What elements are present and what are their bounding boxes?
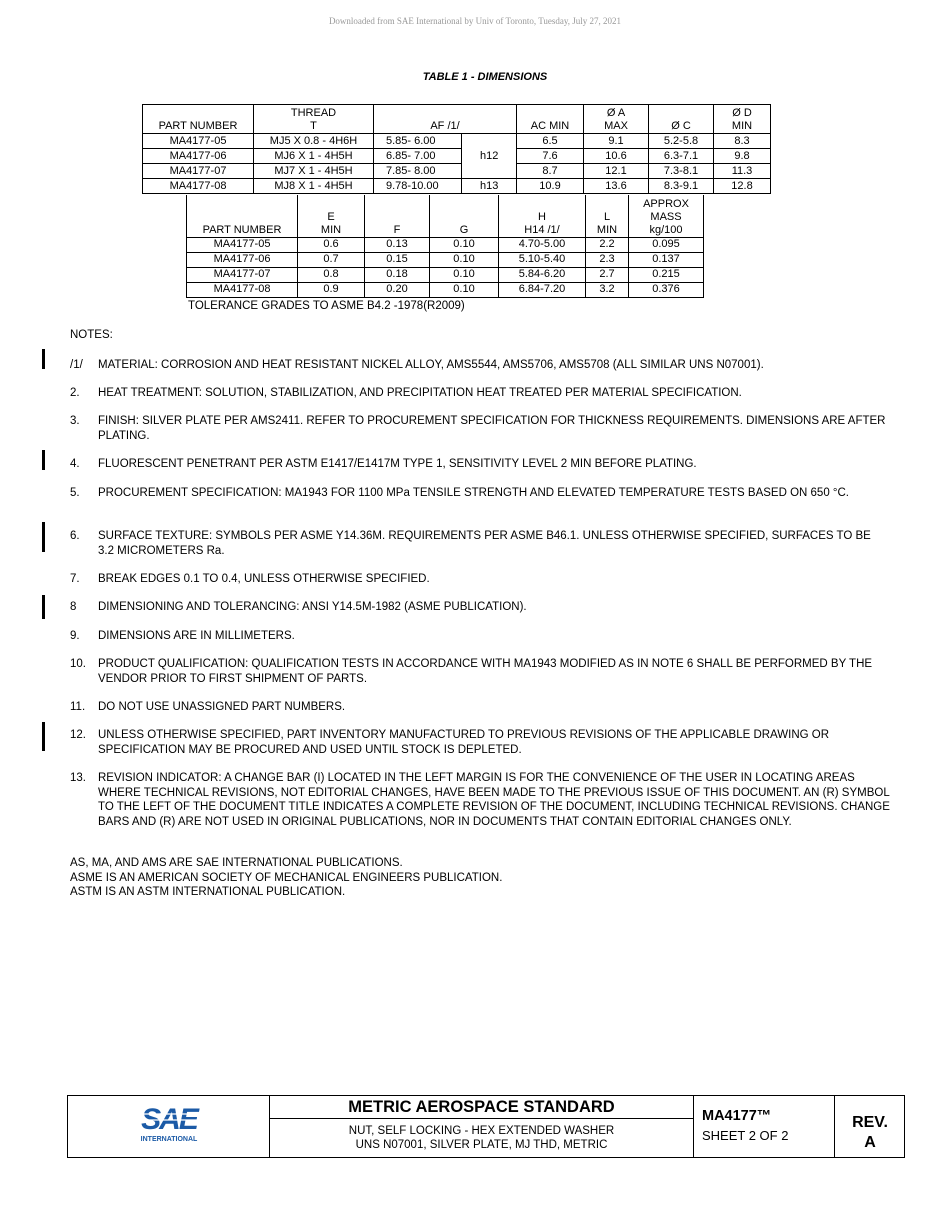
cell-c: 6.3-7.1 <box>649 149 714 164</box>
note-item: 9. DIMENSIONS ARE IN MILLIMETERS. <box>70 630 295 642</box>
table-title: TABLE 1 - DIMENSIONS <box>422 71 548 83</box>
note-item: 4. FLUORESCENT PENETRANT PER ASTM E1417/E1417M TYPE 1, SENSITIVITY LEVEL 2 MIN BEFORE PLATING. <box>70 458 697 470</box>
note-item: 7. BREAK EDGES 0.1 TO 0.4, UNLESS OTHERWISE SPECIFIED. <box>70 573 430 585</box>
sae-logo <box>136 1101 202 1151</box>
note-item: 3. FINISH: SILVER PLATE PER AMS2411. REFER TO PROCUREMENT SPECIFICATION FOR THICKNESS REQUIREMENTS. DIMENSIONS ARE AFTER PLATING. <box>70 415 886 442</box>
revision-value: A <box>864 1134 876 1151</box>
cell-h: 5.10-5.40 <box>499 252 586 267</box>
document-number: MA4177™ <box>702 1108 772 1124</box>
cell-af: 6.85- 7.00 <box>374 149 462 164</box>
cell-af-tolerance: h13 <box>462 179 517 194</box>
title-cell <box>270 1096 694 1157</box>
col-header: E MIN <box>298 195 365 237</box>
cell-thread: MJ6 X 1 - 4H5H <box>254 149 374 164</box>
change-bar <box>42 722 45 751</box>
cell-l: 3.2 <box>586 282 629 297</box>
title-block <box>67 1095 905 1158</box>
cell-thread: MJ5 X 0.8 - 4H6H <box>254 134 374 149</box>
cell-f: 0.20 <box>365 282 430 297</box>
col-header: THREAD T <box>254 105 374 134</box>
sheet-number: SHEET 2 OF 2 <box>702 1128 789 1143</box>
cell-e: 0.7 <box>298 252 365 267</box>
cell-c: 8.3-9.1 <box>649 179 714 194</box>
cell-ac: 8.7 <box>517 164 584 179</box>
cell-ac: 10.9 <box>517 179 584 194</box>
cell-g: 0.10 <box>430 267 499 282</box>
cell-part: MA4177-07 <box>187 267 298 282</box>
cell-af: 7.85- 8.00 <box>374 164 462 179</box>
cell-a: 9.1 <box>584 134 649 149</box>
cell-af: 5.85- 6.00 <box>374 134 462 149</box>
change-bar <box>42 522 45 552</box>
cell-a: 10.6 <box>584 149 649 164</box>
cell-h: 6.84-7.20 <box>499 282 586 297</box>
cell-af-tolerance: h12 <box>462 134 517 179</box>
publication-line: AS, MA, AND AMS ARE SAE INTERNATIONAL PUBLICATIONS. <box>70 857 403 869</box>
col-header: H H14 /1/ <box>499 195 586 237</box>
note-item: 6. SURFACE TEXTURE: SYMBOLS PER ASME Y14.36M. REQUIREMENTS PER ASME B46.1. UNLESS OTHERWISE SPECIFIED, SURFACES TO BE 3.2 MICROMETERS Ra. <box>70 530 871 557</box>
table-row <box>187 267 704 282</box>
cell-f: 0.15 <box>365 252 430 267</box>
cell-af: 9.78-10.00 <box>374 179 462 194</box>
cell-mass: 0.095 <box>629 237 704 252</box>
cell-l: 2.3 <box>586 252 629 267</box>
cell-d: 9.8 <box>714 149 771 164</box>
cell-thread: MJ7 X 1 - 4H5H <box>254 164 374 179</box>
svg-text:INTERNATIONAL: INTERNATIONAL <box>140 1136 198 1143</box>
cell-part: MA4177-08 <box>143 179 254 194</box>
cell-a: 12.1 <box>584 164 649 179</box>
col-header: F <box>365 195 430 237</box>
publication-line: ASTM IS AN ASTM INTERNATIONAL PUBLICATION. <box>70 886 346 898</box>
table-row <box>143 149 771 164</box>
cell-part: MA4177-05 <box>143 134 254 149</box>
cell-part: MA4177-07 <box>143 164 254 179</box>
table-row <box>143 179 771 194</box>
dimensions-table-1 <box>142 104 771 194</box>
cell-h: 4.70-5.00 <box>499 237 586 252</box>
cell-c: 7.3-8.1 <box>649 164 714 179</box>
cell-ac: 7.6 <box>517 149 584 164</box>
note-item: 8 DIMENSIONING AND TOLERANCING: ANSI Y14.5M-1982 (ASME PUBLICATION). <box>70 601 527 613</box>
note-item: 11. DO NOT USE UNASSIGNED PART NUMBERS. <box>70 701 346 713</box>
note-item: 12. UNLESS OTHERWISE SPECIFIED, PART INVENTORY MANUFACTURED TO PREVIOUS REVISIONS OF THE APPLICABLE DRAWING OR SPECIFICATION MAY BE PROCURED AND USED UNTIL STOCK IS DEPLETED. <box>70 729 830 756</box>
cell-thread: MJ8 X 1 - 4H5H <box>254 179 374 194</box>
cell-part: MA4177-05 <box>187 237 298 252</box>
cell-part: MA4177-06 <box>187 252 298 267</box>
col-header: PART NUMBER <box>187 195 298 237</box>
cell-d: 11.3 <box>714 164 771 179</box>
publications <box>70 856 502 900</box>
cell-d: 12.8 <box>714 179 771 194</box>
cell-g: 0.10 <box>430 252 499 267</box>
col-header: Ø C <box>649 105 714 134</box>
cell-ac: 6.5 <box>517 134 584 149</box>
cell-l: 2.2 <box>586 237 629 252</box>
note-item: 10. PRODUCT QUALIFICATION: QUALIFICATION TESTS IN ACCORDANCE WITH MA1943 MODIFIED AS IN NOTE 6 SHALL BE PERFORMED BY THE VENDOR PRIOR TO FIRST SHIPMENT OF PARTS. <box>70 658 873 685</box>
col-header: PART NUMBER <box>143 105 254 134</box>
cell-d: 8.3 <box>714 134 771 149</box>
revision-cell <box>835 1096 905 1157</box>
cell-mass: 0.376 <box>629 282 704 297</box>
tolerance-note: TOLERANCE GRADES TO ASME B4.2 -1978(R2009) <box>188 300 465 312</box>
cell-a: 13.6 <box>584 179 649 194</box>
cell-g: 0.10 <box>430 282 499 297</box>
note-item: 2. HEAT TREATMENT: SOLUTION, STABILIZATION, AND PRECIPITATION HEAT TREATED PER MATERIAL SPECIFICATION. <box>70 387 742 399</box>
notes-heading: NOTES: <box>70 329 113 341</box>
standard-title: METRIC AEROSPACE STANDARD <box>270 1096 693 1119</box>
change-bar <box>42 595 45 619</box>
cell-part: MA4177-06 <box>143 149 254 164</box>
document-description <box>270 1119 693 1152</box>
publication-line: ASME IS AN AMERICAN SOCIETY OF MECHANICAL ENGINEERS PUBLICATION. <box>70 871 503 884</box>
change-bar <box>42 450 45 470</box>
cell-e: 0.8 <box>298 267 365 282</box>
col-header: AC MIN <box>517 105 584 134</box>
cell-f: 0.13 <box>365 237 430 252</box>
table-row <box>143 134 771 149</box>
note-item: 13. REVISION INDICATOR: A CHANGE BAR (I) LOCATED IN THE LEFT MARGIN IS FOR THE CONVENIENCE OF THE USER IN LOCATING AREAS WHERE TECHNICAL REVISIONS, NOT EDITORIAL CHANGES, HAVE BEEN MADE TO THE PREVIOUS ISSUE OF THIS DOCUMENT. AN (R) SYMBOL TO THE LEFT OF THE DOCUMENT TITLE INDICATES A COMPLETE REVISION OF THE DOCUMENT, INCLUDING TECHNICAL REVISIONS. CHANGE BARS AND (R) ARE NOT USED IN ORIGINAL PUBLICATIONS, NOR IN DOCUMENTS THAT CONTAIN EDITORIAL CHANGES ONLY. <box>70 772 890 828</box>
cell-f: 0.18 <box>365 267 430 282</box>
document-number-cell <box>694 1096 835 1157</box>
cell-g: 0.10 <box>430 237 499 252</box>
col-header: Ø D MIN <box>714 105 771 134</box>
cell-h: 5.84-6.20 <box>499 267 586 282</box>
col-header: AF /1/ <box>374 105 517 134</box>
description-line: UNS N07001, SILVER PLATE, MJ THD, METRIC <box>355 1139 608 1151</box>
svg-text:SAE: SAE <box>141 1103 197 1136</box>
cell-e: 0.6 <box>298 237 365 252</box>
revision-label: REV. <box>852 1114 888 1131</box>
cell-e: 0.9 <box>298 282 365 297</box>
dimensions-table-2 <box>186 195 704 298</box>
cell-l: 2.7 <box>586 267 629 282</box>
cell-mass: 0.215 <box>629 267 704 282</box>
table-row <box>187 252 704 267</box>
col-header: G <box>430 195 499 237</box>
col-header: APPROX MASS kg/100 <box>629 195 704 237</box>
download-watermark: Downloaded from SAE International by Univ of Toronto, Tuesday, July 27, 2021 <box>328 16 622 26</box>
cell-mass: 0.137 <box>629 252 704 267</box>
col-header: Ø A MAX <box>584 105 649 134</box>
table-row <box>187 282 704 297</box>
col-header: L MIN <box>586 195 629 237</box>
note-item: /1/ MATERIAL: CORROSION AND HEAT RESISTANT NICKEL ALLOY, AMS5544, AMS5706, AMS5708 (ALL SIMILAR UNS N07001). <box>70 359 764 371</box>
table-row <box>143 164 771 179</box>
note-item: 5. PROCUREMENT SPECIFICATION: MA1943 FOR 1100 MPa TENSILE STRENGTH AND ELEVATED TEMPERATURE TESTS BASED ON 650 °C. <box>70 487 850 499</box>
logo-cell <box>68 1096 270 1157</box>
table-row <box>187 237 704 252</box>
change-bar <box>42 349 45 369</box>
description-line: NUT, SELF LOCKING - HEX EXTENDED WASHER <box>348 1125 615 1137</box>
cell-c: 5.2-5.8 <box>649 134 714 149</box>
cell-part: MA4177-08 <box>187 282 298 297</box>
